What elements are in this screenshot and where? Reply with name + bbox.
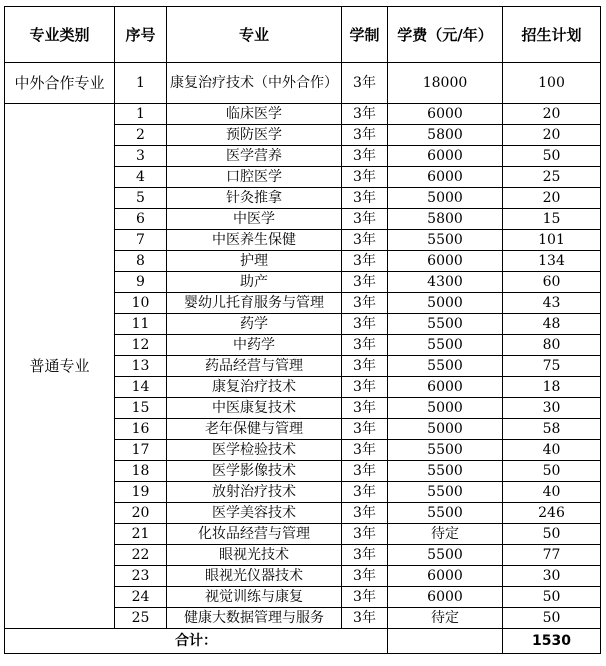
row-duration: 3年	[342, 188, 388, 209]
row-enrollment: 101	[503, 230, 601, 251]
row-major: 药学	[167, 314, 342, 335]
row-enrollment: 48	[503, 314, 601, 335]
row-index: 4	[115, 167, 167, 188]
row-tuition: 6000	[388, 566, 503, 587]
row-tuition: 5500	[388, 335, 503, 356]
row-tuition: 6000	[388, 251, 503, 272]
row-duration: 3年	[342, 314, 388, 335]
row-major: 助产	[167, 272, 342, 293]
row-enrollment: 20	[503, 104, 601, 125]
row-tuition: 5000	[388, 293, 503, 314]
row-tuition: 6000	[388, 587, 503, 608]
row-tuition: 6000	[388, 167, 503, 188]
row-enrollment: 246	[503, 503, 601, 524]
row-enrollment: 60	[503, 272, 601, 293]
row-duration: 3年	[342, 335, 388, 356]
row-index: 18	[115, 461, 167, 482]
row-major: 临床医学	[167, 104, 342, 125]
row-duration: 3年	[342, 209, 388, 230]
row-index: 25	[115, 608, 167, 629]
row-enrollment: 43	[503, 293, 601, 314]
row-tuition: 5000	[388, 419, 503, 440]
row-index: 7	[115, 230, 167, 251]
row-duration: 3年	[342, 440, 388, 461]
row-enrollment: 40	[503, 440, 601, 461]
row-enrollment: 50	[503, 608, 601, 629]
row-major: 视觉训练与康复	[167, 587, 342, 608]
row-duration: 3年	[342, 251, 388, 272]
row-enrollment: 20	[503, 188, 601, 209]
row-tuition: 5800	[388, 209, 503, 230]
row-duration: 3年	[342, 104, 388, 125]
row-duration: 3年	[342, 482, 388, 503]
row-major: 眼视光技术	[167, 545, 342, 566]
row-major: 眼视光仪器技术	[167, 566, 342, 587]
row-tuition: 待定	[388, 524, 503, 545]
row-tuition: 5500	[388, 545, 503, 566]
row-enrollment: 134	[503, 251, 601, 272]
row-major: 医学检验技术	[167, 440, 342, 461]
row-duration: 3年	[342, 167, 388, 188]
row-index: 16	[115, 419, 167, 440]
row-tuition: 待定	[388, 608, 503, 629]
row-duration: 3年	[342, 566, 388, 587]
row-tuition: 5500	[388, 230, 503, 251]
row-index: 24	[115, 587, 167, 608]
row-index: 23	[115, 566, 167, 587]
total-label: 合计：	[5, 629, 388, 654]
row-duration: 3年	[342, 503, 388, 524]
table-row	[5, 63, 601, 104]
row-enrollment: 80	[503, 335, 601, 356]
header-tuition: 学费（元/年）	[388, 7, 503, 63]
header-major: 专业	[167, 7, 342, 63]
row-major: 药品经营与管理	[167, 356, 342, 377]
row-enrollment: 75	[503, 356, 601, 377]
row-major: 医学美容技术	[167, 503, 342, 524]
row-tuition: 5500	[388, 440, 503, 461]
row-major: 医学营养	[167, 146, 342, 167]
row-index: 21	[115, 524, 167, 545]
header-category: 专业类别	[5, 7, 115, 63]
row-tuition: 5500	[388, 503, 503, 524]
row-enrollment: 18	[503, 377, 601, 398]
row-major: 针灸推拿	[167, 188, 342, 209]
row-enrollment: 58	[503, 419, 601, 440]
row-duration: 3年	[342, 146, 388, 167]
row-enrollment: 50	[503, 146, 601, 167]
row-duration: 3年	[342, 419, 388, 440]
row-duration: 3年	[342, 63, 388, 104]
row-index: 19	[115, 482, 167, 503]
row-major: 预防医学	[167, 125, 342, 146]
row-major: 口腔医学	[167, 167, 342, 188]
total-spacer	[388, 629, 503, 654]
tuition-table	[4, 6, 601, 654]
row-index: 12	[115, 335, 167, 356]
row-tuition: 5500	[388, 314, 503, 335]
row-duration: 3年	[342, 293, 388, 314]
row-major: 婴幼儿托育服务与管理	[167, 293, 342, 314]
row-duration: 3年	[342, 356, 388, 377]
row-major: 护理	[167, 251, 342, 272]
row-tuition: 5000	[388, 398, 503, 419]
row-enrollment: 30	[503, 566, 601, 587]
row-enrollment: 25	[503, 167, 601, 188]
row-enrollment: 40	[503, 482, 601, 503]
row-major: 医学影像技术	[167, 461, 342, 482]
row-duration: 3年	[342, 545, 388, 566]
row-enrollment: 15	[503, 209, 601, 230]
table-row	[5, 104, 601, 125]
row-duration: 3年	[342, 608, 388, 629]
major-category: 普通专业	[5, 104, 115, 629]
row-duration: 3年	[342, 461, 388, 482]
major-category: 中外合作专业	[5, 63, 115, 104]
header-index: 序号	[115, 7, 167, 63]
row-major: 中医养生保健	[167, 230, 342, 251]
row-index: 11	[115, 314, 167, 335]
row-index: 10	[115, 293, 167, 314]
total-row	[5, 629, 601, 654]
row-tuition: 4300	[388, 272, 503, 293]
table-body	[5, 63, 601, 654]
row-index: 2	[115, 125, 167, 146]
row-enrollment: 50	[503, 587, 601, 608]
row-tuition: 6000	[388, 146, 503, 167]
row-enrollment: 50	[503, 524, 601, 545]
row-index: 13	[115, 356, 167, 377]
row-index: 5	[115, 188, 167, 209]
row-major: 老年保健与管理	[167, 419, 342, 440]
row-duration: 3年	[342, 587, 388, 608]
row-tuition: 5000	[388, 188, 503, 209]
row-index: 1	[115, 63, 167, 104]
row-major: 化妆品经营与管理	[167, 524, 342, 545]
row-major: 中医学	[167, 209, 342, 230]
row-enrollment: 20	[503, 125, 601, 146]
row-index: 20	[115, 503, 167, 524]
row-tuition: 5800	[388, 125, 503, 146]
row-tuition: 18000	[388, 63, 503, 104]
row-index: 3	[115, 146, 167, 167]
row-index: 17	[115, 440, 167, 461]
header-row	[5, 7, 601, 63]
row-duration: 3年	[342, 377, 388, 398]
row-index: 9	[115, 272, 167, 293]
row-duration: 3年	[342, 272, 388, 293]
total-value: 1530	[503, 629, 601, 654]
header-enrollment: 招生计划	[503, 7, 601, 63]
row-duration: 3年	[342, 398, 388, 419]
row-major: 康复治疗技术	[167, 377, 342, 398]
row-major: 康复治疗技术（中外合作）	[167, 63, 342, 104]
row-tuition: 6000	[388, 104, 503, 125]
row-major: 中药学	[167, 335, 342, 356]
row-index: 1	[115, 104, 167, 125]
row-duration: 3年	[342, 524, 388, 545]
row-tuition: 6000	[388, 377, 503, 398]
row-major: 健康大数据管理与服务	[167, 608, 342, 629]
row-enrollment: 30	[503, 398, 601, 419]
row-duration: 3年	[342, 230, 388, 251]
row-index: 8	[115, 251, 167, 272]
row-enrollment: 100	[503, 63, 601, 104]
row-index: 14	[115, 377, 167, 398]
row-enrollment: 77	[503, 545, 601, 566]
row-index: 15	[115, 398, 167, 419]
header-duration: 学制	[342, 7, 388, 63]
row-index: 6	[115, 209, 167, 230]
row-tuition: 5500	[388, 461, 503, 482]
row-tuition: 5500	[388, 482, 503, 503]
row-duration: 3年	[342, 125, 388, 146]
row-major: 放射治疗技术	[167, 482, 342, 503]
row-major: 中医康复技术	[167, 398, 342, 419]
row-index: 22	[115, 545, 167, 566]
row-tuition: 5500	[388, 356, 503, 377]
row-enrollment: 50	[503, 461, 601, 482]
